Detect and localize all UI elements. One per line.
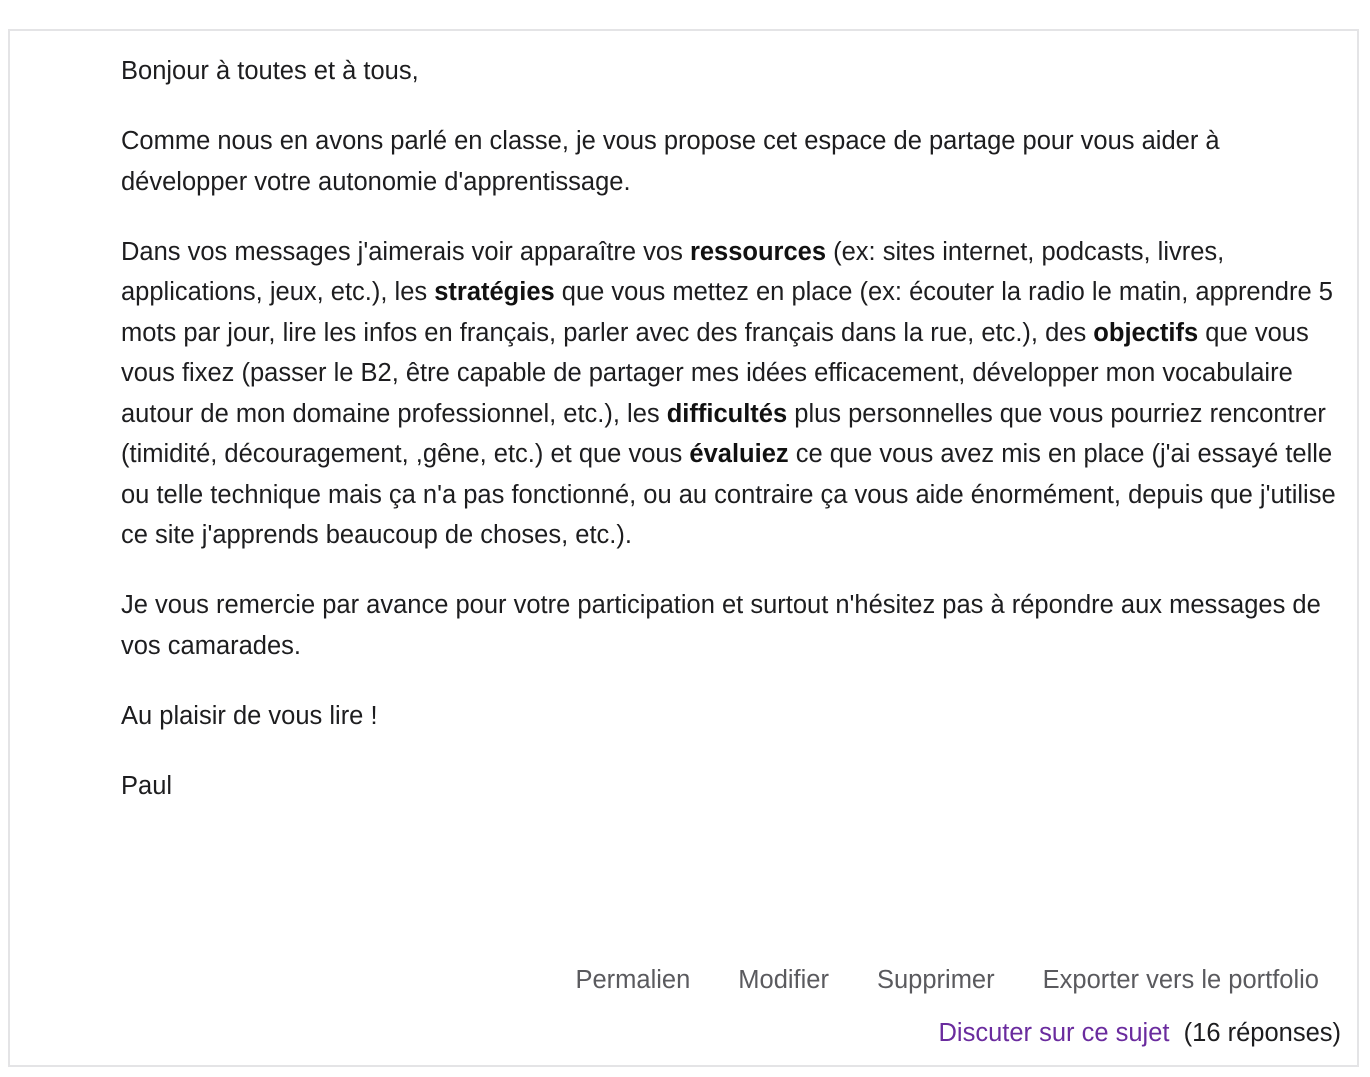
permalink-link[interactable]: Permalien <box>575 966 691 994</box>
post-greeting: Bonjour à toutes et à tous, <box>121 57 419 85</box>
edit-link[interactable]: Modifier <box>738 966 829 994</box>
forum-post-card <box>8 29 1359 1067</box>
keyword-ressources: ressources <box>689 237 827 266</box>
reply-count: (16 réponses) <box>1183 1019 1341 1047</box>
post-intro-paragraph: Comme nous en avons parlé en classe, je vous propose cet espace de partage pour vous aider à développer votre autonomie d'apprentissage. <box>121 127 1220 196</box>
main-text-6: ce que vous avez mis en place (j'ai essayé telle ou telle technique mais ça n'a pas fonctionné, ou au contraire ça vous aide énormément, depuis que j'utilise ce site j'apprends beaucoup de choses, etc.). <box>121 440 1336 549</box>
post-commands <box>575 961 1319 999</box>
keyword-objectifs: objectifs <box>1093 318 1199 347</box>
post-content <box>121 51 1349 836</box>
keyword-strategies: stratégies <box>434 278 555 306</box>
delete-link[interactable]: Supprimer <box>876 966 995 994</box>
keyword-difficultes: difficultés <box>666 399 788 428</box>
main-text-5: plus personnelles que vous pourriez rencontrer (timidité, découragement, ,gêne, etc.) et que vous <box>121 399 1326 468</box>
post-main-paragraph <box>121 232 1349 556</box>
main-text-1: Dans vos messages j'aimerais voir apparaître vos <box>121 237 690 266</box>
keyword-evaluiez: évaluiez <box>689 440 789 468</box>
post-thanks-paragraph: Je vous remercie par avance pour votre participation et surtout n'hésitez pas à répondre aux messages de vos camarades. <box>121 591 1321 660</box>
export-portfolio-link[interactable]: Exporter vers le portfolio <box>1042 966 1319 994</box>
discussion-footer <box>938 1014 1341 1052</box>
main-text-4: que vous vous fixez (passer le B2, être capable de partager mes idées efficacement, développer mon vocabulaire autour de mon domaine professionnel, etc.), les <box>121 318 1309 428</box>
discuss-topic-link[interactable]: Discuter sur ce sujet <box>938 1019 1170 1047</box>
post-signature: Paul <box>121 771 173 800</box>
post-closing: Au plaisir de vous lire ! <box>121 701 378 730</box>
main-text-2: (ex: sites internet, podcasts, livres, applications, jeux, etc.), les <box>121 237 1225 306</box>
main-text-3: que vous mettez en place (ex: écouter la radio le matin, apprendre 5 mots par jour, lire les infos en français, parler avec des français dans la rue, etc.), des <box>121 278 1333 347</box>
